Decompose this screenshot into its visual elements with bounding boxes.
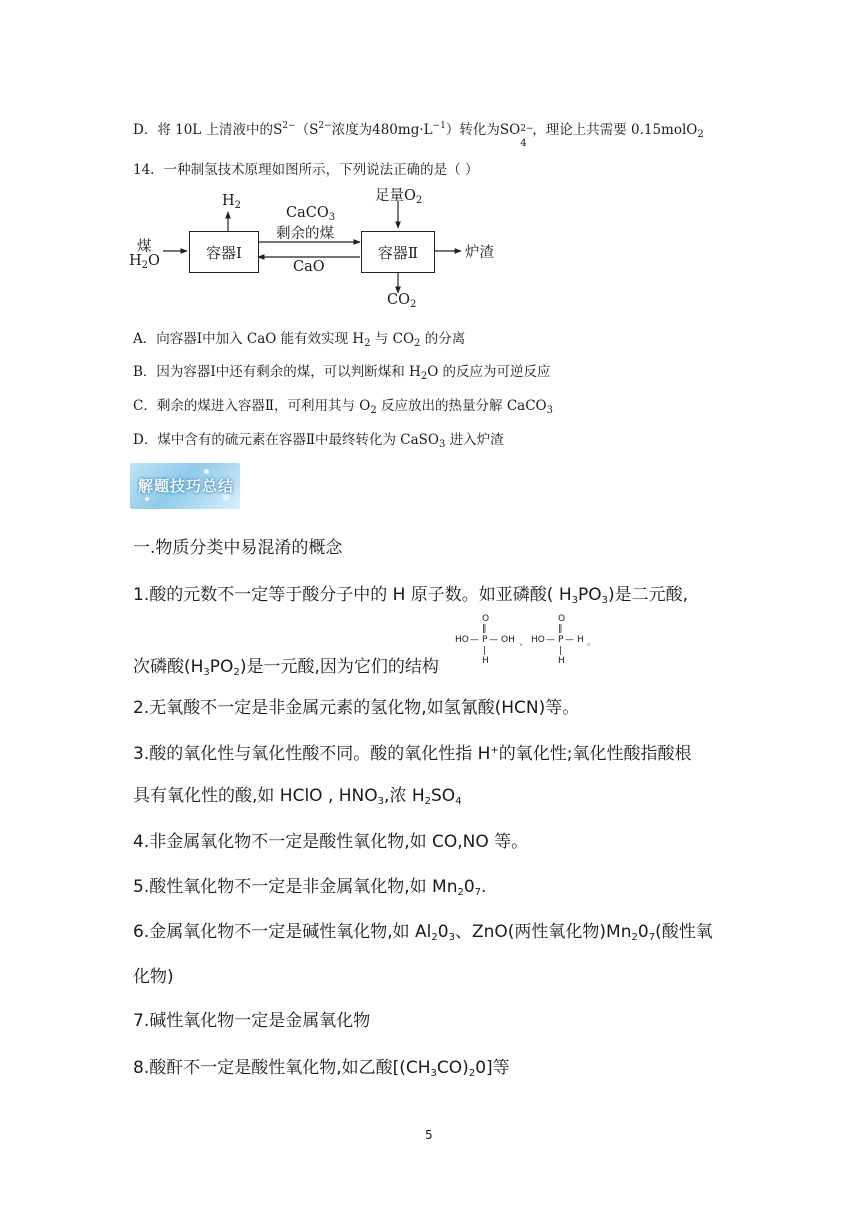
water-label: $H_2O$ [129, 253, 160, 271]
slag-label: 炉渣 [465, 245, 494, 261]
remaining-coal-label: 剩余的煤 [276, 226, 334, 242]
phosphorous-acid-structures: HO — P — OH O ‖ | H 、 HO — P — H O ‖ | H 。 [455, 614, 597, 666]
excess-o2-label: 足量$O_2$ [375, 188, 423, 206]
cao-label: CaO [293, 259, 325, 275]
q14-option-d: D．煤中含有的硫元素在容器Ⅱ中最终转化为 CaSO$_3$ 进入炉渣 [133, 432, 504, 450]
q14-option-c: C．剩余的煤进入容器Ⅱ，可利用其与 $O_2$ 反应放出的热量分解 CaCO$_3$ [133, 398, 553, 416]
container-2: 容器Ⅱ [361, 231, 435, 273]
badge-decoration [145, 497, 149, 501]
coal-label: 煤 [137, 239, 152, 255]
page-number: 5 [425, 1128, 433, 1142]
point-6-line-2: 化物) [133, 967, 174, 987]
point-6-line-1: 6.金属氧化物不一定是碱性氧化物,如 $Al_20_3$、ZnO(两性氧化物)$Mn_20_7$(酸性氧 [133, 922, 713, 943]
q14-diagram [125, 185, 515, 315]
point-1-line-1: 1.酸的元数不一定等于酸分子中的 H 原子数。如亚磷酸( $H_3PO_3$)是二元酸, [133, 585, 689, 606]
point-5: 5.酸性氧化物不一定是非金属氧化物,如 $Mn_20_7$. [133, 877, 487, 898]
tips-summary-badge [130, 463, 240, 509]
container-1: 容器Ⅰ [189, 231, 259, 273]
badge-text: 解题技巧总结 [138, 477, 235, 495]
point-3-line-1: 3.酸的氧化性与氧化性酸不同。酸的氧化性指 H+的氧化性;氧化性酸指酸根 [133, 744, 692, 764]
q14-stem: 14．一种制氢技术原理如图所示，下列说法正确的是（ ） [133, 162, 479, 178]
q14-option-a: A．向容器Ⅰ中加入 CaO 能有效实现 $H_2$ 与 $CO_2$ 的分离 [133, 331, 466, 349]
q13-option-d: D．将 10L 上清液中的$S^{2-}(S^{2-}$浓度为$480mg\cdot L^{-1}$）转化为SO 2− 4 ，理论上共需要 0.15molO$_2$ [133, 121, 704, 149]
section-title: 一.物质分类中易混淆的概念 [133, 538, 343, 558]
badge-decoration [204, 469, 209, 474]
co2-label: $CO_2$ [387, 292, 417, 310]
point-7: 7.碱性氧化物一定是金属氧化物 [133, 1011, 371, 1031]
point-1-line-2: 次磷酸$(H_3PO_2)$是一元酸,因为它们的结构 [133, 657, 439, 678]
caco3-label: CaCO$_3$ [286, 205, 336, 223]
h2-label: $H_2$ [222, 193, 242, 211]
point-3-line-2: 具有氧化性的酸,如 HClO , $HNO_3$,浓 $H_2SO_4$ [133, 786, 462, 807]
point-8: 8.酸酐不一定是酸性氧化物,如乙酸$[(CH_3CO)_20]$等 [133, 1058, 510, 1079]
q14-option-b: B．因为容器Ⅰ中还有剩余的煤，可以判断煤和 $H_2O$ 的反应为可逆反应 [133, 364, 551, 382]
point-2: 2.无氧酸不一定是非金属元素的氢化物,如氢氰酸(HCN)等。 [133, 698, 580, 718]
point-4: 4.非金属氧化物不一定是酸性氧化物,如 CO,NO 等。 [133, 832, 529, 852]
